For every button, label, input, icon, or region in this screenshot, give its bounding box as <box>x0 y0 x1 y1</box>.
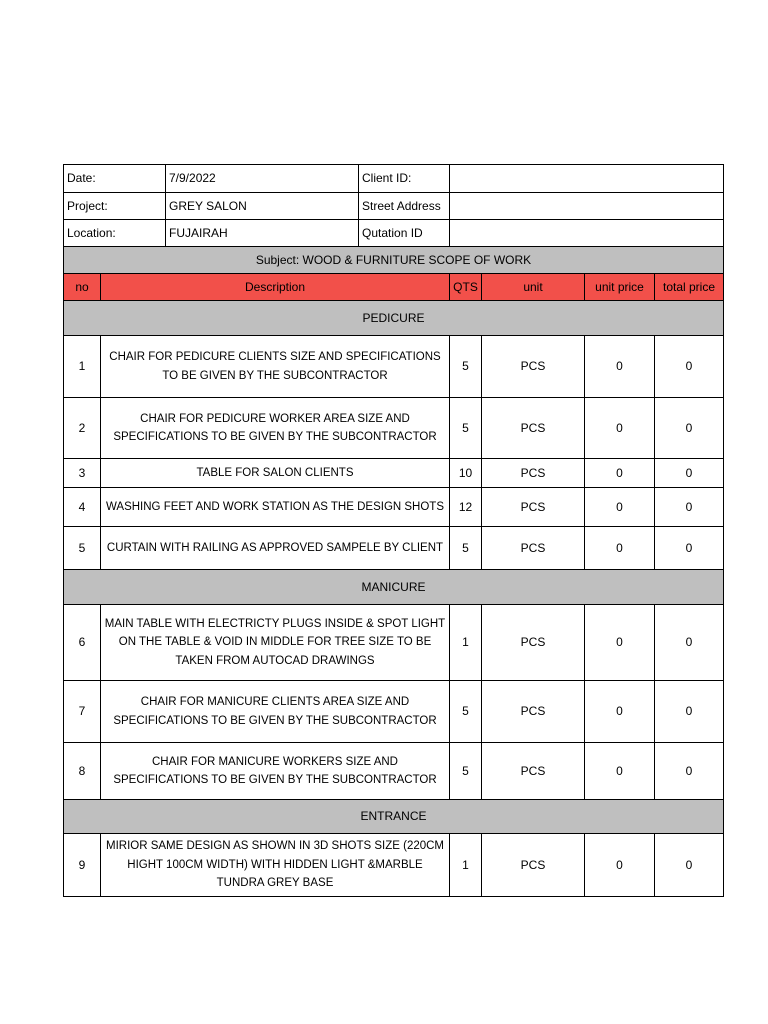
info-row-date <box>64 165 724 193</box>
row-description: CHAIR FOR PEDICURE WORKER AREA SIZE AND SPECIFICATIONS TO BE GIVEN BY THE SUBCONTRACTOR <box>101 398 450 459</box>
row-unit-price: 0 <box>585 336 655 398</box>
table-row <box>64 459 724 488</box>
scope-of-work-table <box>63 164 724 897</box>
row-unit: PCS <box>482 398 585 459</box>
table-row <box>64 398 724 459</box>
quotation-id-label: Qutation ID <box>359 220 450 247</box>
row-unit-price: 0 <box>585 605 655 681</box>
row-no: 8 <box>64 743 101 800</box>
project-label: Project: <box>64 193 166 220</box>
section-header-pedicure <box>64 301 724 336</box>
row-no: 6 <box>64 605 101 681</box>
row-unit-price: 0 <box>585 398 655 459</box>
col-header-qts: QTS <box>450 274 482 301</box>
row-unit: PCS <box>482 336 585 398</box>
col-header-no: no <box>64 274 101 301</box>
date-value: 7/9/2022 <box>166 165 359 193</box>
street-address-label: Street Address <box>359 193 450 220</box>
row-unit: PCS <box>482 527 585 570</box>
col-header-unit-price: unit price <box>585 274 655 301</box>
date-label: Date: <box>64 165 166 193</box>
row-qts: 5 <box>450 336 482 398</box>
row-description: MAIN TABLE WITH ELECTRICTY PLUGS INSIDE & SPOT LIGHT ON THE TABLE & VOID IN MIDDLE FOR TREE SIZE TO BE TAKEN FROM AUTOCAD DRAWINGS <box>101 605 450 681</box>
table-row <box>64 336 724 398</box>
row-unit: PCS <box>482 834 585 897</box>
row-no: 9 <box>64 834 101 897</box>
row-qts: 10 <box>450 459 482 488</box>
col-header-description: Description <box>101 274 450 301</box>
table-row <box>64 605 724 681</box>
col-header-unit: unit <box>482 274 585 301</box>
row-total-price: 0 <box>655 743 724 800</box>
row-description: WASHING FEET AND WORK STATION AS THE DESIGN SHOTS <box>101 488 450 527</box>
row-unit: PCS <box>482 605 585 681</box>
row-unit-price: 0 <box>585 681 655 743</box>
section-title: MANICURE <box>64 570 724 605</box>
subject-title: Subject: WOOD & FURNITURE SCOPE OF WORK <box>64 247 724 274</box>
row-unit: PCS <box>482 743 585 800</box>
row-total-price: 0 <box>655 488 724 527</box>
table-row <box>64 527 724 570</box>
table-row <box>64 681 724 743</box>
client-id-label: Client ID: <box>359 165 450 193</box>
row-unit: PCS <box>482 488 585 527</box>
section-title: PEDICURE <box>64 301 724 336</box>
row-qts: 1 <box>450 834 482 897</box>
row-unit-price: 0 <box>585 834 655 897</box>
row-qts: 1 <box>450 605 482 681</box>
street-address-value <box>450 193 724 220</box>
row-unit-price: 0 <box>585 527 655 570</box>
location-value: FUJAIRAH <box>166 220 359 247</box>
row-no: 2 <box>64 398 101 459</box>
section-header-manicure <box>64 570 724 605</box>
row-description: CHAIR FOR PEDICURE CLIENTS SIZE AND SPECIFICATIONS TO BE GIVEN BY THE SUBCONTRACTOR <box>101 336 450 398</box>
row-qts: 5 <box>450 681 482 743</box>
table-row <box>64 834 724 897</box>
row-total-price: 0 <box>655 834 724 897</box>
row-no: 4 <box>64 488 101 527</box>
row-qts: 5 <box>450 527 482 570</box>
table-row <box>64 743 724 800</box>
client-id-value <box>450 165 724 193</box>
row-no: 7 <box>64 681 101 743</box>
table-row <box>64 488 724 527</box>
info-row-location <box>64 220 724 247</box>
row-unit-price: 0 <box>585 743 655 800</box>
column-header-row <box>64 274 724 301</box>
row-total-price: 0 <box>655 459 724 488</box>
location-label: Location: <box>64 220 166 247</box>
row-qts: 5 <box>450 398 482 459</box>
row-description: CHAIR FOR MANICURE WORKERS SIZE AND SPECIFICATIONS TO BE GIVEN BY THE SUBCONTRACTOR <box>101 743 450 800</box>
row-unit: PCS <box>482 681 585 743</box>
row-no: 1 <box>64 336 101 398</box>
row-description: TABLE FOR SALON CLIENTS <box>101 459 450 488</box>
row-unit: PCS <box>482 459 585 488</box>
section-header-entrance <box>64 800 724 834</box>
info-row-project <box>64 193 724 220</box>
col-header-total-price: total price <box>655 274 724 301</box>
row-qts: 12 <box>450 488 482 527</box>
row-no: 3 <box>64 459 101 488</box>
row-total-price: 0 <box>655 527 724 570</box>
row-total-price: 0 <box>655 605 724 681</box>
quotation-id-value <box>450 220 724 247</box>
row-total-price: 0 <box>655 398 724 459</box>
row-description: CURTAIN WITH RAILING AS APPROVED SAMPELE BY CLIENT <box>101 527 450 570</box>
row-unit-price: 0 <box>585 459 655 488</box>
subject-row <box>64 247 724 274</box>
row-unit-price: 0 <box>585 488 655 527</box>
row-description: CHAIR FOR MANICURE CLIENTS AREA SIZE AND SPECIFICATIONS TO BE GIVEN BY THE SUBCONTRACTOR <box>101 681 450 743</box>
row-qts: 5 <box>450 743 482 800</box>
project-value: GREY SALON <box>166 193 359 220</box>
row-total-price: 0 <box>655 336 724 398</box>
row-total-price: 0 <box>655 681 724 743</box>
row-description: MIRIOR SAME DESIGN AS SHOWN IN 3D SHOTS SIZE (220CM HIGHT 100CM WIDTH) WITH HIDDEN LIGHT &MARBLE TUNDRA GREY BASE <box>101 834 450 897</box>
row-no: 5 <box>64 527 101 570</box>
section-title: ENTRANCE <box>64 800 724 834</box>
